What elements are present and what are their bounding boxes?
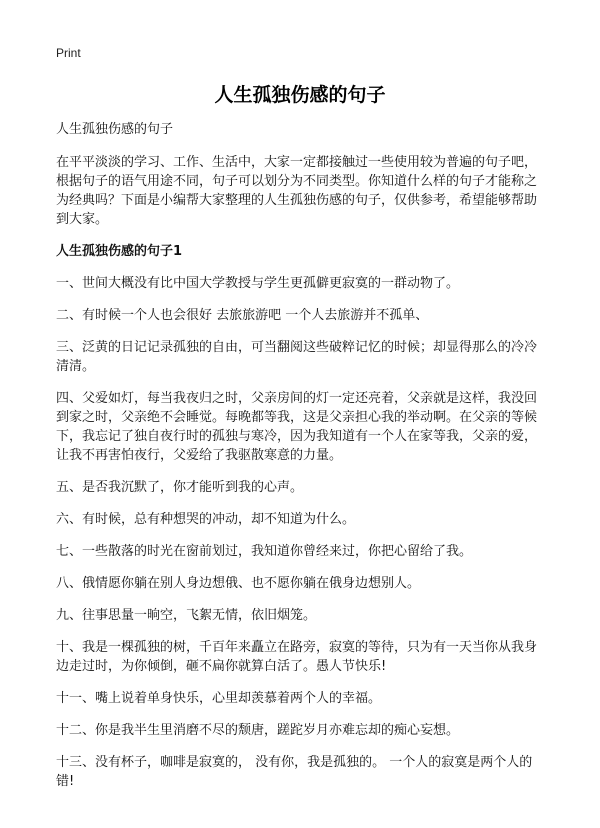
article-body bbox=[56, 120, 548, 804]
page-title: 人生孤独伤感的句子 bbox=[214, 84, 386, 106]
list-item: 八、俄情愿你躺在别人身边想俄、也不愿你躺在俄身边想别人。 bbox=[56, 576, 421, 591]
list-item: 四、父爱如灯，每当我夜归之时，父亲房间的灯一定还亮着，父亲就是这样，我没回到家之时，父亲绝不会睡觉。每晚都等我，这是父亲担心我的举动啊。在父亲的等候下，我忘记了独自夜行时的孤独与寒冷，因为我知道有一个人在家等我，父亲的爱，让我不再害怕夜行，父爱给了我驱散寒意的力量。 bbox=[56, 391, 538, 463]
list-item: 九、往事思量一晌空，飞絮无情，依旧烟笼。 bbox=[56, 608, 317, 623]
section-heading: 人生孤独伤感的句子1 bbox=[56, 244, 183, 259]
list-item: 五、是否我沉默了，你才能听到我的心声。 bbox=[56, 480, 304, 495]
list-item: 七、一些散落的时光在窗前划过，我知道你曾经来过，你把心留给了我。 bbox=[56, 544, 473, 559]
list-item: 十、我是一棵孤独的树，千百年来矗立在路旁，寂寞的等待，只为有一天当你从我身边走过时，为你倾倒，砸不扁你就算白活了。愚人节快乐! bbox=[56, 640, 538, 674]
article-subtitle: 人生孤独伤感的句子 bbox=[56, 122, 174, 137]
list-item: 十二、你是我半生里消磨不尽的颓唐，蹉跎岁月亦难忘却的痴心妄想。 bbox=[56, 723, 460, 738]
print-link[interactable]: Print bbox=[56, 46, 81, 60]
list-item: 二、有时候一个人也会很好 去旅旅游吧 一个人去旅游并不孤单、 bbox=[56, 308, 429, 323]
list-item: 十三、没有杯子，咖啡是寂寞的， 没有你，我是孤独的。 一个人的寂寞是两个人的错! bbox=[56, 755, 533, 789]
list-item: 一、世间大概没有比中国大学教授与学生更孤僻更寂寞的一群动物了。 bbox=[56, 276, 460, 291]
list-item: 三、泛黄的日记记录孤独的自由，可当翻阅这些破粹记忆的时候；却显得那么的冷冷清清。 bbox=[56, 340, 538, 374]
intro-paragraph: 在平平淡淡的学习、工作、生活中，大家一定都接触过一些使用较为普遍的句子吧，根据句子的语气用途不同，句子可以划分为不同类型。你知道什么样的句子才能称之为经典吗？下面是小编帮大家整理的人生孤独伤感的句子，仅供参考，希望能够帮助到大家。 bbox=[56, 155, 538, 227]
list-item: 十一、嘴上说着单身快乐，心里却羡慕着两个人的幸福。 bbox=[56, 691, 382, 706]
list-item: 六、有时候，总有种想哭的冲动，却不知道为什么。 bbox=[56, 512, 356, 527]
